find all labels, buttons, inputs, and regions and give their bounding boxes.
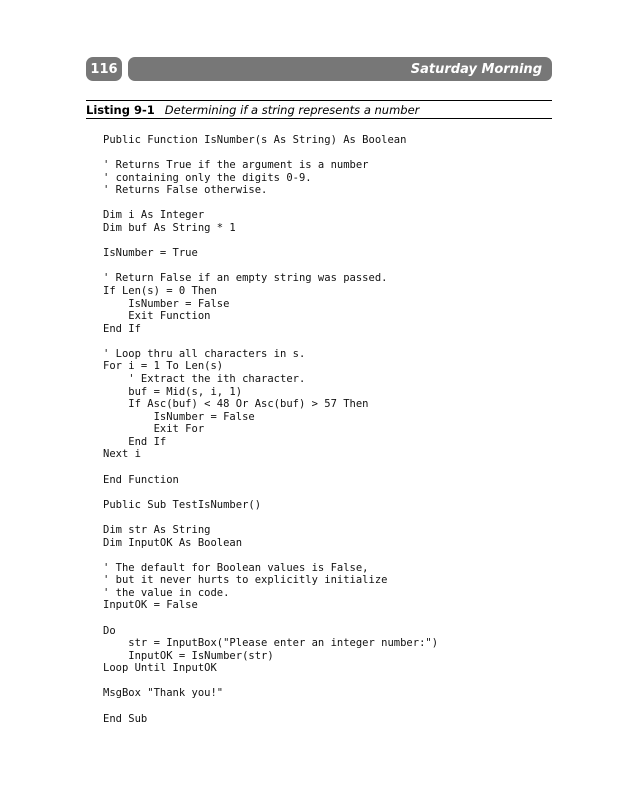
code-line: IsNumber = False bbox=[103, 297, 230, 310]
code-line: End Sub bbox=[103, 712, 148, 725]
code-line: Public Sub TestIsNumber() bbox=[103, 498, 262, 511]
code-line: str = InputBox("Please enter an integer number:") bbox=[103, 637, 439, 650]
code-line: Dim buf As String * 1 bbox=[103, 222, 236, 235]
listing-label: Listing 9-1 bbox=[86, 102, 155, 117]
code-line: Public Function IsNumber(s As String) As Boolean bbox=[103, 134, 407, 146]
page-number: 116 bbox=[86, 57, 122, 81]
code-line: Exit Function bbox=[103, 310, 211, 323]
code-line bbox=[103, 335, 438, 348]
code-line: Exit For bbox=[103, 423, 205, 436]
code-line: Dim i As Integer bbox=[103, 209, 205, 222]
code-line: MsgBox "Thank you!" bbox=[103, 687, 224, 700]
code-line bbox=[103, 197, 438, 210]
code-line bbox=[103, 675, 438, 688]
running-head: Saturday Morning bbox=[128, 57, 552, 81]
code-line: ' but it never hurts to explicitly initialize bbox=[103, 574, 388, 587]
code-line bbox=[103, 235, 438, 248]
code-line: ' Loop thru all characters in s. bbox=[103, 347, 306, 360]
code-line: IsNumber = True bbox=[103, 247, 198, 260]
code-line bbox=[103, 260, 438, 273]
code-line: End If bbox=[103, 322, 141, 335]
code-line bbox=[103, 486, 438, 499]
code-line: InputOK = False bbox=[103, 599, 198, 612]
code-line: If Len(s) = 0 Then bbox=[103, 284, 217, 297]
code-listing bbox=[103, 134, 438, 725]
code-line: For i = 1 To Len(s) bbox=[103, 360, 224, 373]
page-header bbox=[86, 57, 552, 81]
code-line: Next i bbox=[103, 448, 141, 461]
code-line: IsNumber = False bbox=[103, 410, 255, 423]
code-line bbox=[103, 461, 438, 474]
code-line: ' Return False if an empty string was passed. bbox=[103, 272, 388, 285]
listing-title: Determining if a string represents a number bbox=[164, 102, 420, 117]
code-line bbox=[103, 549, 438, 562]
code-line bbox=[103, 700, 438, 713]
code-line bbox=[103, 147, 438, 160]
code-line: InputOK = IsNumber(str) bbox=[103, 649, 274, 662]
code-line: End Function bbox=[103, 473, 179, 486]
code-line: Dim InputOK As Boolean bbox=[103, 536, 243, 549]
listing-caption bbox=[86, 100, 552, 119]
code-line: buf = Mid(s, i, 1) bbox=[103, 385, 243, 398]
code-line: ' The default for Boolean values is False, bbox=[103, 561, 369, 574]
code-line: Do bbox=[103, 624, 116, 637]
code-line: ' Returns True if the argument is a number bbox=[103, 159, 369, 172]
code-line: Loop Until InputOK bbox=[103, 662, 217, 675]
code-line bbox=[103, 612, 438, 625]
code-line bbox=[103, 511, 438, 524]
code-line: Dim str As String bbox=[103, 523, 211, 536]
code-line: ' the value in code. bbox=[103, 586, 230, 599]
code-line: End If bbox=[103, 435, 167, 448]
code-line: ' Extract the ith character. bbox=[103, 372, 306, 385]
code-line: ' Returns False otherwise. bbox=[103, 184, 268, 197]
code-line: ' containing only the digits 0-9. bbox=[103, 171, 312, 184]
code-line: If Asc(buf) < 48 Or Asc(buf) > 57 Then bbox=[103, 398, 369, 411]
